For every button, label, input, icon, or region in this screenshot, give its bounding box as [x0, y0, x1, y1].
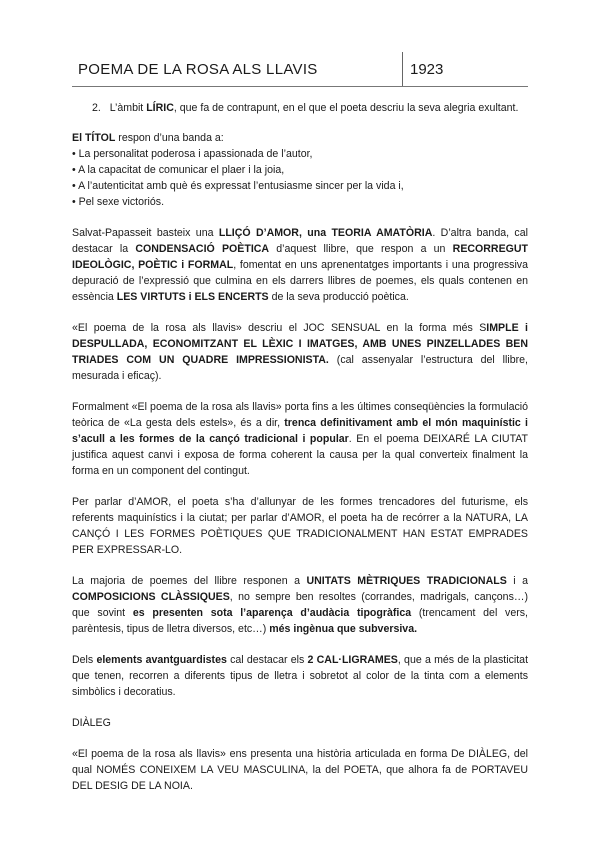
list-number: 2.	[92, 102, 101, 114]
list-item-lyric	[72, 100, 528, 116]
text-run: Salvat-Papasseit basteix una	[72, 227, 219, 239]
text-run: (cal assenyalar l’estructura del llibre, mesurada i eficaç).	[72, 354, 528, 382]
text-run: de la seva producció poètica.	[268, 291, 409, 303]
text-run: Formalment «El poema de la rosa als llavis» porta fins a les últimes conseqüències la formulació teòrica de «La gesta dels estels», és a dir,	[72, 401, 528, 429]
bold-run: 2 CAL·LIGRAMES	[307, 654, 398, 666]
text-run: respon d’una banda a:	[115, 132, 224, 144]
bold-run: COMPOSICIONS CLÀSSIQUES	[72, 591, 230, 603]
text-run: , que a més de la plasticitat que tenen, recorren a diferents tipus de lletra i sobretot al color de la tinta com a elements simbòlics i decoratius.	[72, 654, 529, 698]
bullet-item: • A l’autenticitat amb què és expressat l’entusiasme sincer per la vida i,	[72, 180, 404, 192]
bullet-item: • La personalitat poderosa i apassionada de l’autor,	[72, 148, 313, 160]
text-run: . En el poema DEIXARÉ LA CIUTAT justifica aquest canvi i exposa de forma coherent la causa per la qual converteix finalment la forma en un component del contingut.	[72, 433, 529, 477]
paragraph-avantgarde	[72, 652, 528, 700]
bold-run: LÍRIC	[146, 102, 174, 114]
text-run: «El poema de la rosa als llavis» descriu el JOC SENSUAL en la forma més S	[72, 322, 487, 334]
text-run: d’aquest llibre, que respon a un	[269, 243, 453, 255]
text-run: Dels	[72, 654, 97, 666]
bold-run: elements avantguardistes	[96, 654, 227, 666]
page-header	[72, 52, 528, 87]
text-run: L’àmbit	[109, 102, 147, 114]
bullet-item: • Pel sexe victoriós.	[72, 196, 165, 208]
bold-run: RECORREGUT IDEOLÒGIC, POÈTIC i FORMAL	[72, 243, 529, 271]
text-run: i a	[506, 575, 528, 587]
bullet-item: • A la capacitat de comunicar el plaer i la joia,	[72, 164, 285, 176]
text-run: . D’altra banda, cal destacar la	[72, 227, 528, 255]
paragraph-love-nature	[72, 494, 528, 558]
text-run: Per parlar d’AMOR, el poeta s’ha d’allunyar de les formes trencadores del futurisme, els referents maquinístics i la ciutat; per parlar d’AMOR, el poeta ha de recórrer a la NATURA, LA CANÇÓ I LES FORMES POÈTIQUES QUE TRADICIONALMENT HAN ESTAT EMPRADES PER EXPRESSAR-LO.	[72, 496, 528, 556]
paragraph-formal	[72, 399, 528, 479]
bold-run: CONDENSACIÓ POÈTICA	[135, 243, 270, 255]
bold-run: IMPLE i DESPULLADA, ECONOMITZANT EL LÈXIC I IMATGES, AMB UNES PINZELLADES BEN TRIADES COM UN QUADRE IMPRESSIONISTA.	[72, 322, 528, 366]
bold-run: trenca definitivament amb el món maquinístic i s’acull a les formes de la cançó tradicional i popular	[72, 417, 528, 445]
text-run: , no sempre ben resoltes (corrandes, madrigals, cançons…) que sovint	[72, 591, 528, 619]
text-run: «El poema de la rosa als llavis» ens presenta una història articulada en forma De DIÀLEG, del qual NOMÉS CONEIXEM LA VEU MASCULINA, la del POETA, que alhora fa de PORTAVEU DEL DESIG DE LA NOIA.	[72, 748, 528, 792]
bold-run: El TÍTOL	[72, 132, 116, 144]
bold-run: LLIÇÓ D’AMOR, una TEORIA AMATÒRIA	[218, 227, 433, 239]
bold-run: UNITATS MÈTRIQUES TRADICIONALS	[306, 575, 507, 587]
document-body	[72, 100, 528, 809]
header-title: POEMA DE LA ROSA ALS LLAVIS	[78, 61, 318, 78]
paragraph-metrics	[72, 573, 528, 637]
header-divider	[402, 52, 403, 86]
text-run: cal destacar els	[226, 654, 308, 666]
bold-run: més ingènua que subversiva.	[269, 623, 418, 635]
title-section	[72, 130, 528, 210]
bold-run: es presenten sota l’aparença d’audàcia tipogràfica	[132, 607, 412, 619]
paragraph-sensual-game	[72, 320, 528, 384]
header-year: 1923	[410, 61, 444, 78]
text-run: (trencament del vers, parèntesis, tipus de lletra diversos, etc…)	[72, 607, 528, 635]
title-intro	[72, 130, 528, 146]
text-run: La majoria de poemes del llibre responen a	[72, 575, 307, 587]
paragraph-love-lesson	[72, 225, 528, 305]
paragraph-dialogue	[72, 746, 528, 794]
bold-run: LES VIRTUTS i ELS ENCERTS	[116, 291, 269, 303]
section-heading-dialeg: DIÀLEG	[72, 717, 111, 729]
text-run: , que fa de contrapunt, en el que el poeta descriu la seva alegria exultant.	[173, 102, 519, 114]
text-run: , fomentat en uns aprenentatges importants i una progressiva depuració de l’expressió que culmina en els darrers llibres de poemes, els quals contenen en essència	[72, 259, 528, 303]
